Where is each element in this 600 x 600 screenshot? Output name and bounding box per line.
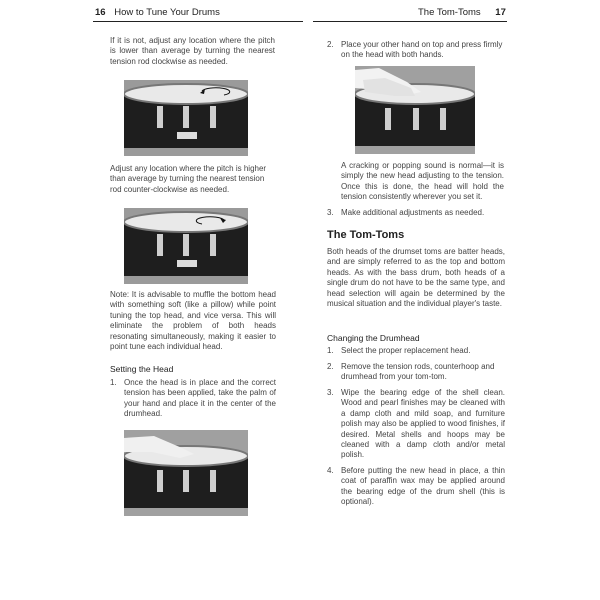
paragraph-cracking-sound: A cracking or popping sound is normal—it is simply the new head adjusting to the tension. Once this is done, the head will hold the tension consistently wherever you set it. xyxy=(341,161,504,202)
tom-toms-paragraph: Both heads of the drumset toms are batter heads, and are simply referred to as the top and bottom heads. As with the bass drum, both heads of a single drum do not have to be the same type, and head selection will again be determined by the musical situation and the individual player's taste. xyxy=(327,247,505,309)
list-number: 4. xyxy=(327,466,334,475)
step-number: 3. xyxy=(327,208,334,217)
list-number: 2. xyxy=(327,362,334,371)
list-number: 1. xyxy=(327,346,334,355)
left-page-number: 16 xyxy=(95,7,106,18)
right-page-header xyxy=(418,7,506,18)
list-item: Wipe the bearing edge of the shell clean. Wood and pearl finishes may be cleaned with a damp cloth and mild soap, and furniture polish may also be applied to wood finishes, if desired. Metal shells and hoops may be cleaned with a damp cloth and/or metal polish. xyxy=(341,388,505,460)
step-palm-center: Once the head is in place and the correct tension has been applied, take the palm of your hand and place it in the center of the drumhead. xyxy=(124,378,276,419)
section-heading-tom-toms: The Tom-Toms xyxy=(327,229,405,241)
drum-photo-both-hands xyxy=(355,66,475,154)
right-header-rule xyxy=(313,21,507,22)
drum-photo-palm-center xyxy=(124,430,248,516)
list-item: Remove the tension rods, counterhoop and drumhead from your tom-tom. xyxy=(341,362,495,382)
step-number: 2. xyxy=(327,40,334,49)
left-page-title: How to Tune Your Drums xyxy=(114,7,220,18)
changing-drumhead-heading: Changing the Drumhead xyxy=(327,333,420,343)
step-both-hands: Place your other hand on top and press firmly on the head with both hands. xyxy=(341,40,503,60)
paragraph-pitch-higher: Adjust any location where the pitch is higher than average by turning the nearest tension rod counter-clockwise as needed. xyxy=(110,164,267,194)
list-item: Select the proper replacement head. xyxy=(341,346,471,355)
step-additional-adjustments: Make additional adjustments as needed. xyxy=(341,208,485,217)
drum-photo-clockwise xyxy=(124,208,248,284)
drum-photo-counterclockwise xyxy=(124,80,248,156)
list-item: Before putting the new head in place, a thin coat of paraffin wax may be applied around the bearing edge of the drum shell (this is optional). xyxy=(341,466,505,507)
list-number: 3. xyxy=(327,388,334,397)
paragraph-pitch-lower: If it is not, adjust any location where the pitch is lower than average by turning the nearest tension rod clockwise as needed. xyxy=(110,36,275,66)
note-paragraph: Note: It is advisable to muffle the bottom head with something soft (like a pillow) while point tuning the top head, and vice versa. This will eliminate the problem of both heads resonating simultaneously, making it easier to point tune each individual head. xyxy=(110,290,276,352)
right-page-number: 17 xyxy=(495,7,506,18)
step-number: 1. xyxy=(110,378,117,387)
left-page-header xyxy=(95,7,220,18)
setting-the-head-heading: Setting the Head xyxy=(110,364,174,374)
right-page-title: The Tom-Toms xyxy=(418,7,481,18)
left-header-rule xyxy=(93,21,303,22)
